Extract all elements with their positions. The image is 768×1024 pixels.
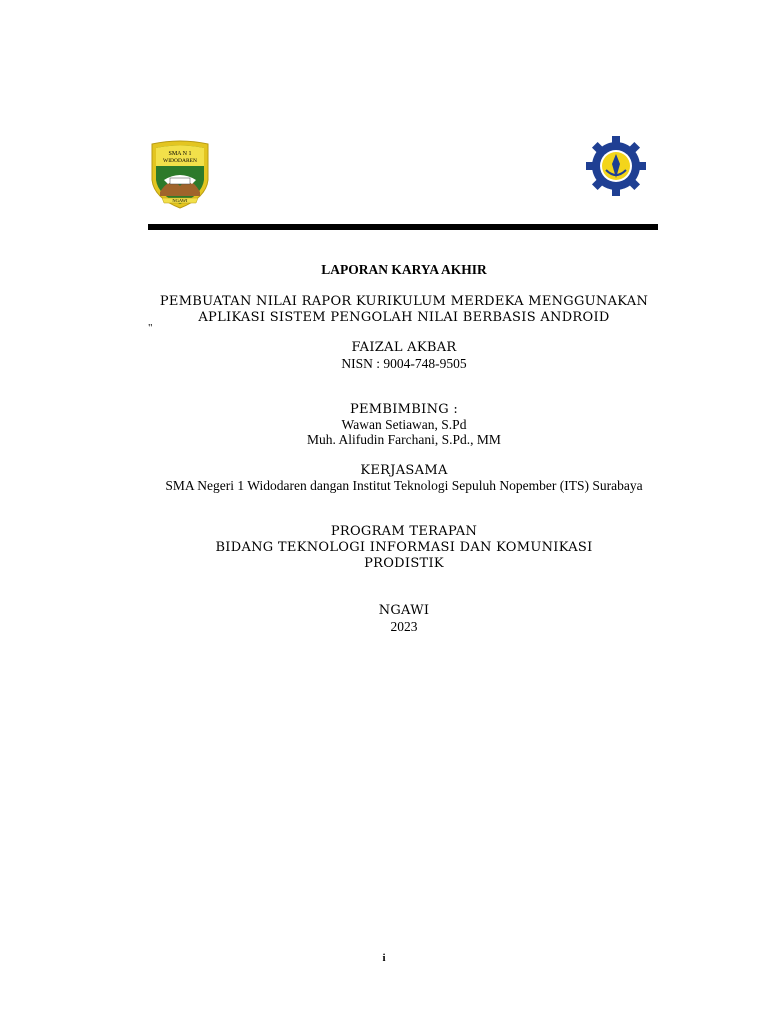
partner-text: SMA Negeri 1 Widodaren dangan Institut Teknologi Sepuluh Nopember (ITS) Surabaya xyxy=(165,478,643,493)
supervisor-block xyxy=(148,402,660,447)
author-id: NISN : 9004-748-9505 xyxy=(341,356,467,371)
report-subtitle-line2: APLIKASI SISTEM PENGOLAH NILAI BERBASIS ANDROID xyxy=(198,310,610,325)
city: NGAWI xyxy=(378,603,430,618)
report-subtitle-block xyxy=(148,294,660,326)
crest-banner-line2: WIDODAREN xyxy=(163,158,197,164)
program-line3: PRODISTIK xyxy=(364,556,444,571)
crest-banner-line1: SMA N 1 xyxy=(168,151,192,157)
program-block xyxy=(148,524,660,572)
report-title-block xyxy=(148,262,660,277)
stray-quote-mark: " xyxy=(148,322,153,334)
report-subtitle-line1: PEMBUATAN NILAI RAPOR KURIKULUM MERDEKA MENGGUNAKAN xyxy=(159,294,649,309)
year: 2023 xyxy=(390,619,418,634)
school-crest-icon xyxy=(148,140,212,210)
header-divider xyxy=(148,224,658,230)
program-line1: PROGRAM TERAPAN xyxy=(330,524,478,539)
author-name: FAIZAL AKBAR xyxy=(351,340,457,355)
partnership-block xyxy=(148,463,660,493)
supervisor-2: Muh. Alifudin Farchani, S.Pd., MM xyxy=(307,432,501,447)
partner-heading: KERJASAMA xyxy=(360,463,448,478)
author-block xyxy=(148,340,660,371)
report-title: LAPORAN KARYA AKHIR xyxy=(321,262,487,277)
page-number: i xyxy=(382,952,386,964)
program-line2: BIDANG TEKNOLOGI INFORMASI DAN KOMUNIKASI xyxy=(215,540,593,555)
its-gear-emblem-icon xyxy=(584,134,648,198)
supervisor-heading: PEMBIMBING : xyxy=(349,402,459,417)
supervisor-1: Wawan Setiawan, S.Pd xyxy=(341,417,467,432)
place-year-block xyxy=(148,603,660,634)
crest-footer-text: NGAWI xyxy=(172,198,188,203)
